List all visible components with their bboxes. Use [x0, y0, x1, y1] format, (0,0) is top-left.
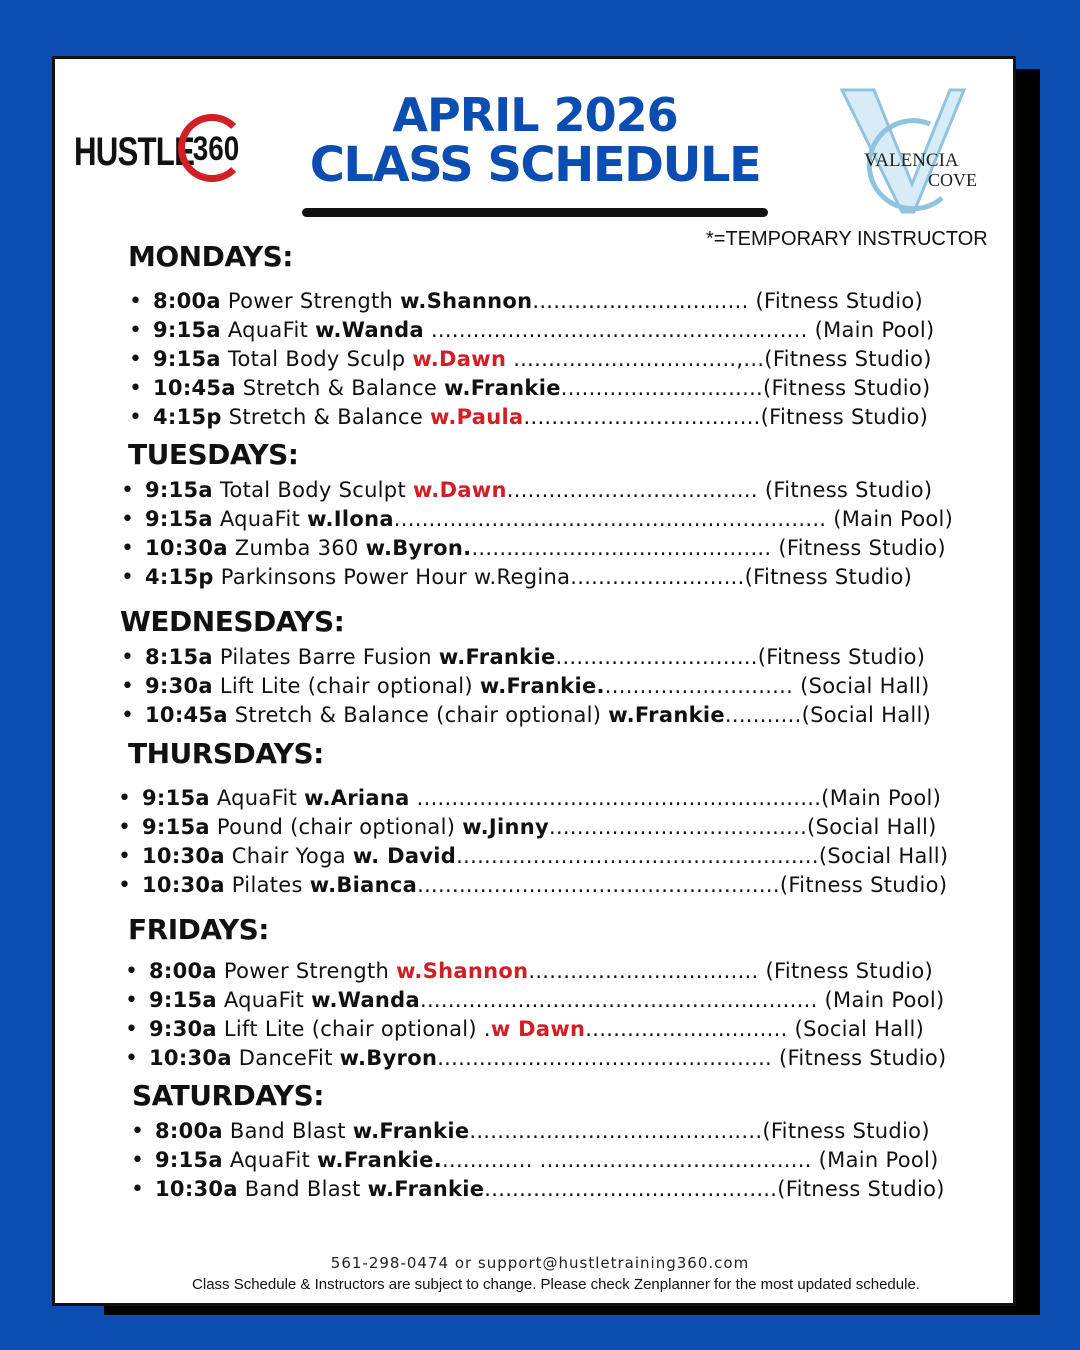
class-name: Lift Lite (chair optional) . [216, 1017, 491, 1041]
class-location: Fitness Studio) [787, 1046, 947, 1070]
class-instructor: w.Dawn [412, 478, 507, 502]
class-row [153, 376, 931, 400]
class-dots: ....................................................( [417, 873, 789, 897]
class-location: Fitness Studio) [766, 645, 926, 669]
class-name: DanceFit [231, 1046, 340, 1070]
class-name: Total Body Sculpt [212, 478, 413, 502]
class-row [142, 786, 941, 810]
class-name: Zumba 360 [227, 536, 366, 560]
class-row [153, 289, 923, 313]
title-month: APRIL 2026 [392, 88, 678, 142]
contact-info: 561-298-0474 or support@hustletraining360.com [330, 1254, 750, 1272]
class-dots: .....................................( [548, 815, 816, 839]
day-heading: MONDAYS: [128, 240, 293, 273]
class-instructor: w.Paula [430, 405, 524, 429]
class-time: 9:15a [142, 786, 210, 810]
class-location: Fitness Studio) [769, 405, 929, 429]
class-dots: ................................. ( [528, 959, 774, 983]
class-instructor: w.Frankie [608, 703, 725, 727]
class-name: Total Body Sculp [220, 347, 413, 371]
class-row [153, 347, 932, 371]
class-name: Chair Yoga [224, 844, 353, 868]
class-name: Power Strength [220, 289, 401, 313]
class-row [145, 565, 912, 589]
class-row [155, 1119, 930, 1143]
class-instructor: w.Frankie [444, 376, 561, 400]
class-location: Fitness Studio) [764, 289, 924, 313]
class-location: Fitness Studio) [773, 478, 933, 502]
class-location: Main Pool) [833, 988, 945, 1012]
class-location: Social Hall) [808, 674, 930, 698]
class-time: 9:15a [153, 318, 221, 342]
class-location: Social Hall) [815, 815, 937, 839]
class-name: Pound (chair optional) [209, 815, 463, 839]
page-title [300, 88, 770, 193]
class-instructor: w.Shannon [396, 959, 529, 983]
class-row [145, 478, 932, 502]
day-heading: SATURDAYS: [132, 1079, 324, 1112]
partner-word-valencia: VALENCIA [864, 150, 959, 171]
class-instructor: w.Wanda [311, 988, 420, 1012]
day-heading: WEDNESDAYS: [120, 605, 345, 638]
class-time: 10:30a [145, 536, 228, 560]
class-row [145, 674, 930, 698]
class-location: Social Hall) [803, 1017, 925, 1041]
class-dots: ..........................................( [469, 1119, 771, 1143]
day-heading: THURSDAYS: [128, 737, 324, 770]
class-location: Fitness Studio) [771, 376, 931, 400]
class-instructor: w.Dawn [412, 347, 507, 371]
class-time: 10:30a [142, 844, 225, 868]
class-time: 8:15a [145, 645, 213, 669]
class-dots: .............................( [560, 376, 772, 400]
class-row [149, 1017, 924, 1041]
class-name: AquaFit [209, 786, 305, 810]
class-time: 4:15p [145, 565, 214, 589]
class-name: Pilates [224, 873, 310, 897]
class-instructor: w.Wanda [315, 318, 424, 342]
class-instructor: w.Frankie [438, 645, 556, 669]
class-location: Fitness Studio) [774, 959, 933, 983]
day-heading: TUESDAYS: [128, 438, 299, 471]
class-instructor: w.Bianca [309, 873, 418, 897]
class-name: AquaFit [212, 507, 308, 531]
class-instructor: w.Byron. [365, 536, 472, 560]
class-name: Band Blast [237, 1177, 368, 1201]
class-time: 9:15a [149, 988, 217, 1012]
class-row [145, 703, 931, 727]
class-row [145, 507, 953, 531]
class-name: AquaFit [216, 988, 312, 1012]
class-instructor: w.Byron [339, 1046, 438, 1070]
class-location: Social Hall) [810, 703, 932, 727]
class-time: 10:45a [153, 376, 236, 400]
class-dots: ................................,...( [506, 347, 773, 371]
class-time: 9:15a [142, 815, 210, 839]
class-dots: ..........................................( [484, 1177, 786, 1201]
class-instructor: w.Frankie [367, 1177, 485, 1201]
class-row [153, 405, 928, 429]
class-name: Stretch & Balance (chair optional) [227, 703, 609, 727]
valencia-cove-logo [832, 84, 992, 219]
class-dots: ..................................( [523, 405, 770, 429]
class-instructor: w.Ilona [307, 507, 394, 531]
class-instructor: w.Frankie. [479, 674, 605, 698]
temporary-instructor-legend: *=TEMPORARY INSTRUCTOR [706, 228, 988, 250]
class-location: Fitness Studio) [770, 1119, 930, 1143]
hustle-360-logo [74, 112, 259, 192]
disclaimer: Class Schedule & Instructors are subject to change. Please check Zenplanner for the most updated schedule. [192, 1276, 920, 1293]
class-time: 9:15a [145, 478, 213, 502]
class-name: Band Blast [222, 1119, 353, 1143]
class-instructor: w.Frankie [352, 1119, 470, 1143]
class-dots: ........................................... ( [471, 536, 787, 560]
class-location: Fitness Studio) [786, 536, 946, 560]
class-instructor: w.Shannon [400, 289, 533, 313]
class-time: 8:00a [153, 289, 221, 313]
class-row [149, 1046, 947, 1070]
class-time: 10:30a [155, 1177, 238, 1201]
class-row [142, 873, 947, 897]
class-instructor: w Dawn [490, 1017, 586, 1041]
class-time: 8:00a [155, 1119, 223, 1143]
class-dots: ............................. ( [585, 1017, 804, 1041]
class-location: Main Pool) [827, 1148, 939, 1172]
class-row [145, 536, 946, 560]
class-dots: ....................................................( [456, 844, 828, 868]
class-time: 10:30a [142, 873, 225, 897]
class-time: 4:15p [153, 405, 222, 429]
class-location: Fitness Studio) [785, 1177, 945, 1201]
class-time: 9:30a [145, 674, 213, 698]
class-location: Main Pool) [829, 786, 942, 810]
class-time: 8:00a [149, 959, 217, 983]
class-dots: .........................( [570, 565, 754, 589]
class-instructor: w. David [352, 844, 457, 868]
title-underline [302, 208, 768, 217]
class-location: Social Hall) [827, 844, 949, 868]
class-name: AquaFit [222, 1148, 318, 1172]
class-dots: .............................( [555, 645, 767, 669]
class-row [142, 815, 937, 839]
class-time: 10:45a [145, 703, 228, 727]
class-dots: .................................... ( [506, 478, 774, 502]
class-dots: .............................................................. ( [393, 507, 842, 531]
hustle-logo-word: HUSTLE [74, 130, 195, 174]
class-time: 9:15a [155, 1148, 223, 1172]
class-name: Power Strength [216, 959, 397, 983]
class-time: 10:30a [149, 1046, 232, 1070]
class-dots: ............................... ( [532, 289, 765, 313]
hustle-logo-number: 360 [192, 130, 240, 168]
class-time: 9:30a [149, 1017, 217, 1041]
class-instructor: w.Frankie. [317, 1148, 442, 1172]
class-row [149, 988, 944, 1012]
class-dots: ......................................................... ( [419, 988, 834, 1012]
class-location: Fitness Studio) [772, 347, 932, 371]
class-row [142, 844, 948, 868]
class-location: Main Pool) [841, 507, 954, 531]
class-row [155, 1148, 939, 1172]
title-schedule: CLASS SCHEDULE [309, 137, 761, 193]
class-dots: ..........................................................( [409, 786, 830, 810]
day-heading: FRIDAYS: [128, 913, 269, 946]
class-dots: ................................................ ( [437, 1046, 788, 1070]
class-name: Stretch & Balance [221, 405, 431, 429]
class-time: 9:15a [145, 507, 213, 531]
class-name: Lift Lite (chair optional) [212, 674, 480, 698]
class-name: AquaFit [220, 318, 316, 342]
class-row [149, 959, 933, 983]
class-name: Parkinsons Power Hour w.Regina [213, 565, 571, 589]
class-name: Pilates Barre Fusion [212, 645, 439, 669]
class-dots: ........................... ( [604, 674, 809, 698]
class-location: Main Pool) [823, 318, 935, 342]
class-row [145, 645, 925, 669]
class-dots: ...................................................... ( [423, 318, 824, 342]
class-dots: ...........( [724, 703, 811, 727]
class-instructor: w.Jinny [462, 815, 549, 839]
class-location: Fitness Studio) [753, 565, 913, 589]
class-instructor: w.Ariana [304, 786, 410, 810]
class-dots: ............. ....................................... ( [442, 1148, 828, 1172]
partner-word-cove: COVE [928, 170, 977, 190]
class-row [155, 1177, 945, 1201]
class-row [153, 318, 935, 342]
class-location: Fitness Studio) [788, 873, 948, 897]
class-time: 9:15a [153, 347, 221, 371]
class-name: Stretch & Balance [235, 376, 445, 400]
